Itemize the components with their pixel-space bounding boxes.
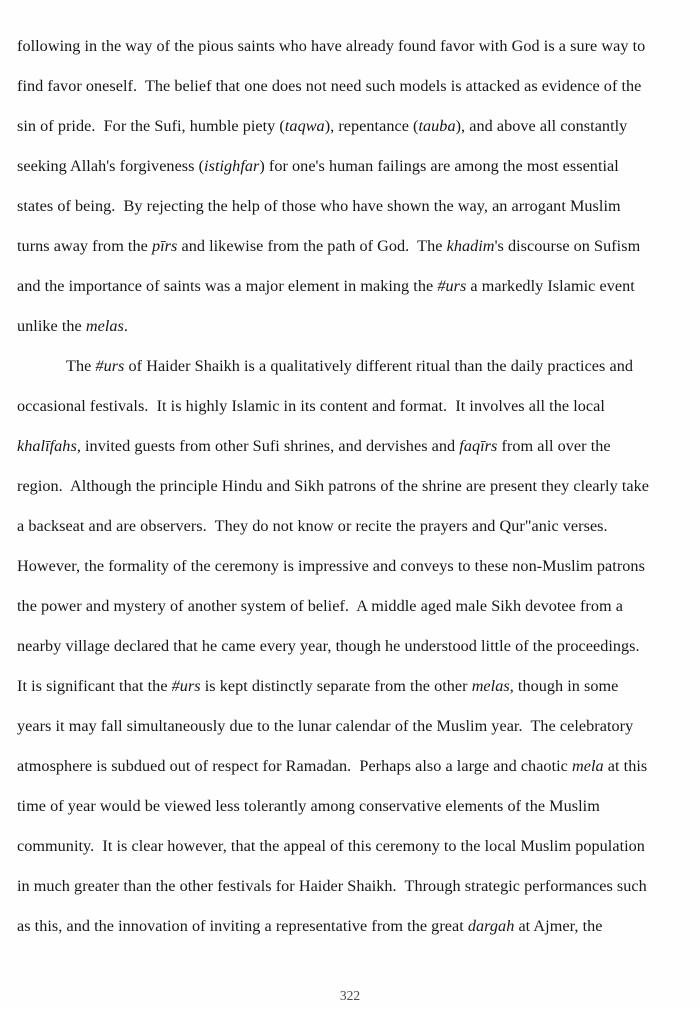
page-number: 322 xyxy=(339,988,361,1003)
text-run: following in the way of the pious saints who have already found favor with God is a sure way to xyxy=(17,37,646,55)
text-line xyxy=(17,106,685,146)
text-line xyxy=(17,906,685,946)
text-run: community. It is clear however, that the appeal of this ceremony to the local Muslim population xyxy=(17,837,645,855)
text-run: ) for one's human failings are among the most essential xyxy=(259,157,619,175)
text-run: time of year would be viewed less tolerantly among conservative elements of the Muslim xyxy=(17,797,600,815)
text-run: ), and above all constantly xyxy=(455,117,628,135)
text-run: at Ajmer, the xyxy=(514,917,603,935)
text-run: find favor oneself. The belief that one does not need such models is attacked as evidence of the xyxy=(17,77,642,95)
text-run: as this, and the innovation of inviting a representative from the great xyxy=(17,917,468,935)
text-run: It is significant that the xyxy=(17,677,172,695)
italic-term: istighfar xyxy=(204,157,260,175)
text-run: years it may fall simultaneously due to the lunar calendar of the Muslim year. The celebratory xyxy=(17,717,634,735)
text-run: atmosphere is subdued out of respect for Ramadan. Perhaps also a large and chaotic xyxy=(17,757,573,775)
text-line xyxy=(17,866,685,906)
text-line xyxy=(17,786,685,826)
italic-term: khalīfahs xyxy=(17,437,77,455)
text-run: , invited guests from other Sufi shrines, and dervishes and xyxy=(76,437,460,455)
italic-term: melas xyxy=(85,317,124,335)
text-run: in much greater than the other festivals for Haider Shaikh. Through strategic performances such xyxy=(17,877,647,895)
italic-term: melas xyxy=(471,677,510,695)
text-line xyxy=(17,666,685,706)
italic-term: #urs xyxy=(95,357,125,375)
italic-term: #urs xyxy=(437,277,467,295)
italic-term: tauba xyxy=(418,117,456,135)
text-line xyxy=(17,386,685,426)
text-line xyxy=(17,466,685,506)
italic-term: faqīrs xyxy=(459,437,498,455)
text-line xyxy=(17,266,685,306)
text-line xyxy=(17,226,685,266)
text-line xyxy=(17,506,685,546)
text-run: However, the formality of the ceremony is impressive and conveys to these non-Muslim patrons xyxy=(17,557,645,575)
text-run: and likewise from the path of God. The xyxy=(177,237,447,255)
text-line xyxy=(17,66,685,106)
text-run: at this xyxy=(603,757,648,775)
page-body-text xyxy=(17,26,685,946)
italic-term: pīrs xyxy=(151,237,178,255)
text-line xyxy=(17,826,685,866)
text-line xyxy=(17,586,685,626)
text-run: nearby village declared that he came every year, though he understood little of the proceedings. xyxy=(17,637,640,655)
text-run: region. Although the principle Hindu and Sikh patrons of the shrine are present they clearly take xyxy=(17,477,649,495)
text-line xyxy=(17,186,685,226)
text-run: and the importance of saints was a major element in making the xyxy=(17,277,438,295)
italic-term: mela xyxy=(572,757,604,775)
text-line xyxy=(17,306,685,346)
text-run: from all over the xyxy=(497,437,611,455)
text-line xyxy=(17,706,685,746)
text-run: is kept distinctly separate from the other xyxy=(200,677,472,695)
text-run: sin of pride. For the Sufi, humble piety ( xyxy=(17,117,285,135)
text-run: a backseat and are observers. They do not know or recite the prayers and Qur"anic verses. xyxy=(17,517,608,535)
text-run: a markedly Islamic event xyxy=(466,277,635,295)
italic-term: taqwa xyxy=(284,117,325,135)
text-run: the power and mystery of another system of belief. A middle aged male Sikh devotee from a xyxy=(17,597,623,615)
paragraph xyxy=(17,346,685,946)
text-run: unlike the xyxy=(17,317,86,335)
text-line xyxy=(17,26,685,66)
text-line xyxy=(17,546,685,586)
text-run: occasional festivals. It is highly Islamic in its content and format. It involves all the local xyxy=(17,397,605,415)
text-run: seeking Allah's forgiveness ( xyxy=(17,157,205,175)
text-run: The xyxy=(66,357,96,375)
text-run: of Haider Shaikh is a qualitatively different ritual than the daily practices and xyxy=(124,357,634,375)
text-run: , though in some xyxy=(509,677,619,695)
text-run: ), repentance ( xyxy=(324,117,419,135)
text-line xyxy=(17,746,685,786)
italic-term: khadim xyxy=(446,237,495,255)
italic-term: dargah xyxy=(467,917,515,935)
italic-term: #urs xyxy=(171,677,201,695)
text-run: 's discourse on Sufism xyxy=(494,237,641,255)
text-line xyxy=(17,426,685,466)
text-run: states of being. By rejecting the help of those who have shown the way, an arrogant Muslim xyxy=(17,197,621,215)
text-line xyxy=(17,146,685,186)
text-run: . xyxy=(123,317,129,335)
text-run: turns away from the xyxy=(17,237,152,255)
text-line xyxy=(17,626,685,666)
paragraph xyxy=(17,26,685,346)
text-line xyxy=(17,346,685,386)
